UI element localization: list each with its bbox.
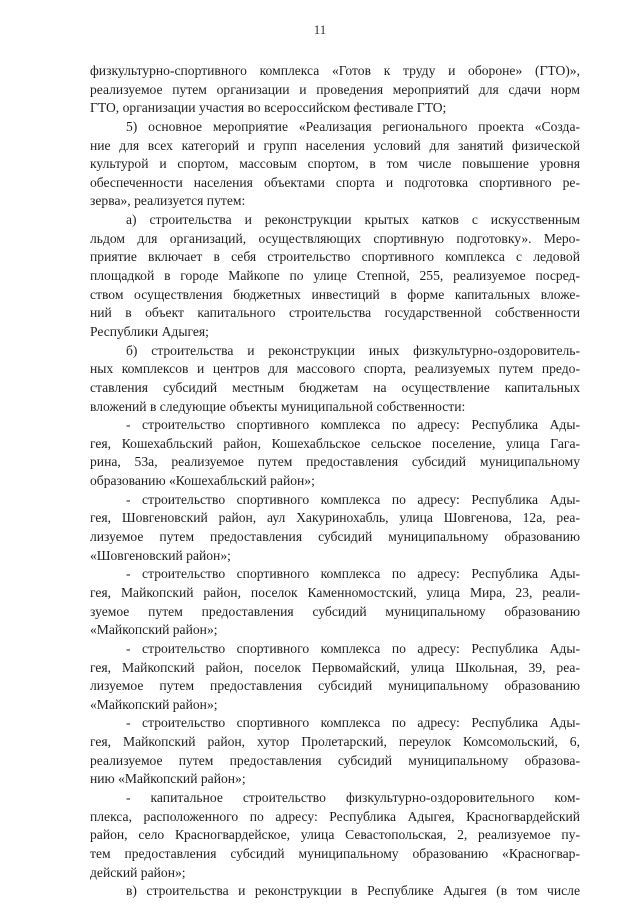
body-text [90, 62, 580, 901]
text-line: лизуемое путем предоставления субсидий муниципальному образованию [90, 678, 580, 694]
text-line: зуемое путем предоставления субсидий муниципальному образованию [90, 603, 580, 619]
text-line: гея, Майкопский район, поселок Первомайский, улица Школьная, 39, реа- [90, 659, 580, 675]
page-number: 11 [313, 22, 327, 37]
text-line: - капитальное строительство физкультурно-оздоровительного ком- [126, 789, 580, 805]
text-line: «Майкопский район»; [90, 622, 218, 638]
text-line: ний в объект капитального строительства государственной собственности [90, 305, 580, 321]
text-line: 5) основное мероприятие «Реализация регионального проекта «Созда- [126, 118, 580, 134]
text-line: рина, 53а, реализуемое путем предоставления субсидий муниципальному [90, 454, 580, 470]
text-line: - строительство спортивного комплекса по адресу: Республика Ады- [126, 640, 580, 656]
text-line: культурой и спортом, массовым спортом, в том числе повышение уровня [90, 156, 580, 172]
text-line: «Шовгеновский район»; [90, 547, 231, 563]
text-line: ние для всех категорий и групп населения условий для занятий физической [90, 137, 580, 153]
text-line: реализуемое путем организации и проведения мероприятий для сдачи норм [90, 81, 580, 97]
text-line: физкультурно-спортивного комплекса «Готов к труду и обороне» (ГТО)», [90, 63, 580, 78]
text-line: плекса, расположенного по адресу: Республика Адыгея, Красногвардейский [90, 808, 580, 824]
text-line: гея, Майкопский район, поселок Каменномостский, улица Мира, 23, реали- [90, 584, 580, 600]
text-line: район, село Красногвардейское, улица Севастопольская, 2, реализуемое пу- [90, 827, 580, 843]
text-line: образованию «Кошехабльский район»; [90, 473, 315, 489]
text-line: тем предоставления субсидий муниципальному образованию «Красногвар- [90, 845, 580, 861]
text-line: - строительство спортивного комплекса по адресу: Республика Ады- [126, 715, 580, 731]
text-line: приятие включает в себя строительство спортивного комплекса с ледовой [90, 249, 580, 265]
text-line: ных комплексов и центров для массового спорта, реализуемых путем предо- [90, 361, 580, 377]
text-line: Республики Адыгея; [90, 323, 209, 339]
text-line: в) строительства и реконструкции в Республике Адыгея (в том числе [126, 883, 580, 899]
text-line: льдом для организаций, осуществляющих спортивную подготовку». Меро- [90, 230, 580, 246]
text-line: обеспеченности населения объектами спорта и подготовка спортивного ре- [90, 174, 580, 190]
text-line: гея, Кошехабльский район, Кошехабльское сельское поселение, улица Гага- [90, 435, 580, 451]
text-line: площадкой в городе Майкопе по улице Степной, 255, реализуемое посред- [90, 268, 580, 284]
text-line: зерва», реализуется путем: [90, 193, 246, 209]
text-line: а) строительства и реконструкции крытых катков с искусственным [126, 212, 580, 228]
text-line: б) строительства и реконструкции иных физкультурно-оздоровитель- [126, 342, 580, 358]
text-line: ставления субсидий местным бюджетам на осуществление капитальных [90, 379, 580, 395]
text-line: гея, Майкопский район, хутор Пролетарский, переулок Комсомольский, 6, [90, 734, 580, 750]
text-line: дейский район»; [90, 864, 186, 880]
text-line: - строительство спортивного комплекса по адресу: Республика Ады- [126, 417, 580, 433]
text-line: нию «Майкопский район»; [90, 771, 246, 787]
text-line: - строительство спортивного комплекса по адресу: Республика Ады- [126, 491, 580, 507]
text-line: вложений в следующие объекты муниципальной собственности: [90, 398, 466, 414]
text-line: - строительство спортивного комплекса по адресу: Республика Ады- [126, 566, 580, 582]
text-line: ГТО, организации участия во всероссийском фестивале ГТО; [90, 100, 447, 116]
text-line: реализуемое путем предоставления субсидий муниципальному образова- [90, 752, 580, 768]
text-line: гея, Шовгеновский район, аул Хакуринохабль, улица Шовгенова, 12а, реа- [90, 510, 580, 526]
text-line: лизуемое путем предоставления субсидий муниципальному образованию [90, 529, 580, 545]
text-line: ством осуществления бюджетных инвестиций в форме капитальных вложе- [90, 286, 580, 302]
text-line: «Майкопский район»; [90, 696, 218, 712]
